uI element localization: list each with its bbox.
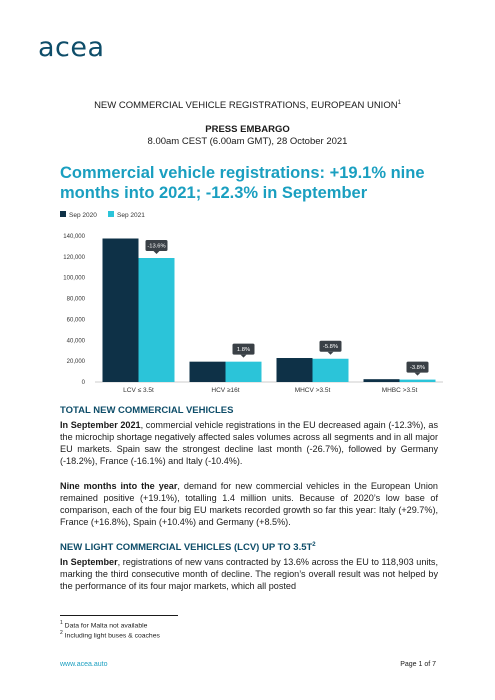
callout-pointer-0 [154,251,160,254]
footnote-2-text: Including light buses & coaches [64,632,160,640]
callout-pointer-2 [328,352,334,355]
footnote-2 [60,630,160,639]
paragraph-september [60,419,438,467]
acea-logo: acea [38,32,105,63]
y-tick-label: 120,000 [63,254,85,261]
x-category-label-2: MHCV >3.5t [294,387,331,394]
bar-0-1 [190,362,226,382]
callout-pointer-3 [415,373,421,376]
y-tick-label: 140,000 [63,234,85,240]
callout-label-0: -13.6% [147,243,166,250]
footnote-1-num: 1 [60,620,63,626]
press-headline: Commercial vehicle registrations: +19.1% nine months into 2021; -12.3% in September [60,164,425,202]
paragraph-lcv-body: , registrations of new vans contracted by 13.6% across the EU to 118,903 units, marking the third consecutive month of decline. The region’s overall result was not helped by the performance of its four major markets, which all posted [60,557,438,592]
footnote-1-text: Data for Malta not available [64,622,148,630]
y-tick-label: 0 [81,380,85,386]
footnote-1 [60,620,147,629]
footnote-divider [60,615,178,616]
legend-swatch-0 [60,211,66,217]
y-tick-label: 40,000 [66,338,85,345]
header-title: NEW COMMERCIAL VEHICLE REGISTRATIONS, EUROPEAN UNION [94,100,398,112]
bar-0-2 [277,358,313,382]
bar-1-0 [139,258,175,382]
page-number: Page 1 of 7 [400,661,436,668]
bar-1-1 [226,362,262,382]
paragraph-lcv [60,556,438,592]
lcv-heading-text: NEW LIGHT COMMERCIAL VEHICLES (LCV) UP TO 3.5T [60,542,313,554]
x-category-label-3: MHBC >3.5t [381,387,418,394]
y-tick-label: 80,000 [66,296,85,303]
footnote-2-num: 2 [60,630,63,636]
lcv-heading-footnote-ref: 2 [312,542,316,548]
paragraph-nine-months-body: , demand for new commercial vehicles in the European Union remained positive (+19.1%), totalling 1.4 million units. Because of 2020’s low base of comparison, each of the four big EU markets recorded growth so far this year: Italy (+29.7%), France (+16.8%), Spain (+10.4%) and Germany (+8.5%). [60,481,438,528]
legend-label-1: Sep 2021 [117,212,145,219]
legend-swatch-1 [108,211,114,217]
x-category-label-1: HCV ≥16t [211,387,240,394]
y-tick-label: 60,000 [66,317,85,324]
document-header [0,100,495,111]
paragraph-nine-months-lead: Nine months into the year [60,481,178,491]
paragraph-lcv-lead: In September [60,557,118,567]
bar-1-2 [313,359,349,382]
registrations-bar-chart [55,208,445,398]
lcv-section-heading [60,542,316,553]
x-category-label-0: LCV ≤ 3.5t [123,387,154,394]
callout-label-2: -5.8% [322,344,339,351]
bar-1-3 [400,380,436,382]
paragraph-september-lead: In September 2021 [60,420,141,430]
callout-label-1: 1.8% [236,347,251,354]
paragraph-nine-months [60,480,438,528]
bar-0-3 [364,379,400,382]
y-tick-label: 20,000 [66,359,85,366]
header-footnote-ref: 1 [397,100,401,106]
website-link[interactable]: www.acea.auto [60,661,108,668]
callout-pointer-1 [241,355,247,358]
embargo-time: 8.00am CEST (6.00am GMT), 28 October 2021 [147,136,348,147]
paragraph-september-body: , commercial vehicle registrations in the EU decreased again (-12.3%), as the microchip shortage negatively affected sales volumes across all segments and in all major EU markets. Spain saw the strongest decline last month (-26.7%), followed by Germany (-18.2%), France (-16.1%) and Italy (-10.4%). [60,420,438,467]
legend-label-0: Sep 2020 [69,212,97,219]
callout-label-3: -3.8% [409,365,426,372]
chart-svg [55,208,445,398]
y-tick-label: 100,000 [63,275,85,282]
embargo-title: PRESS EMBARGO [205,124,290,135]
bar-0-0 [103,239,139,382]
total-section-heading: TOTAL NEW COMMERCIAL VEHICLES [60,405,234,416]
